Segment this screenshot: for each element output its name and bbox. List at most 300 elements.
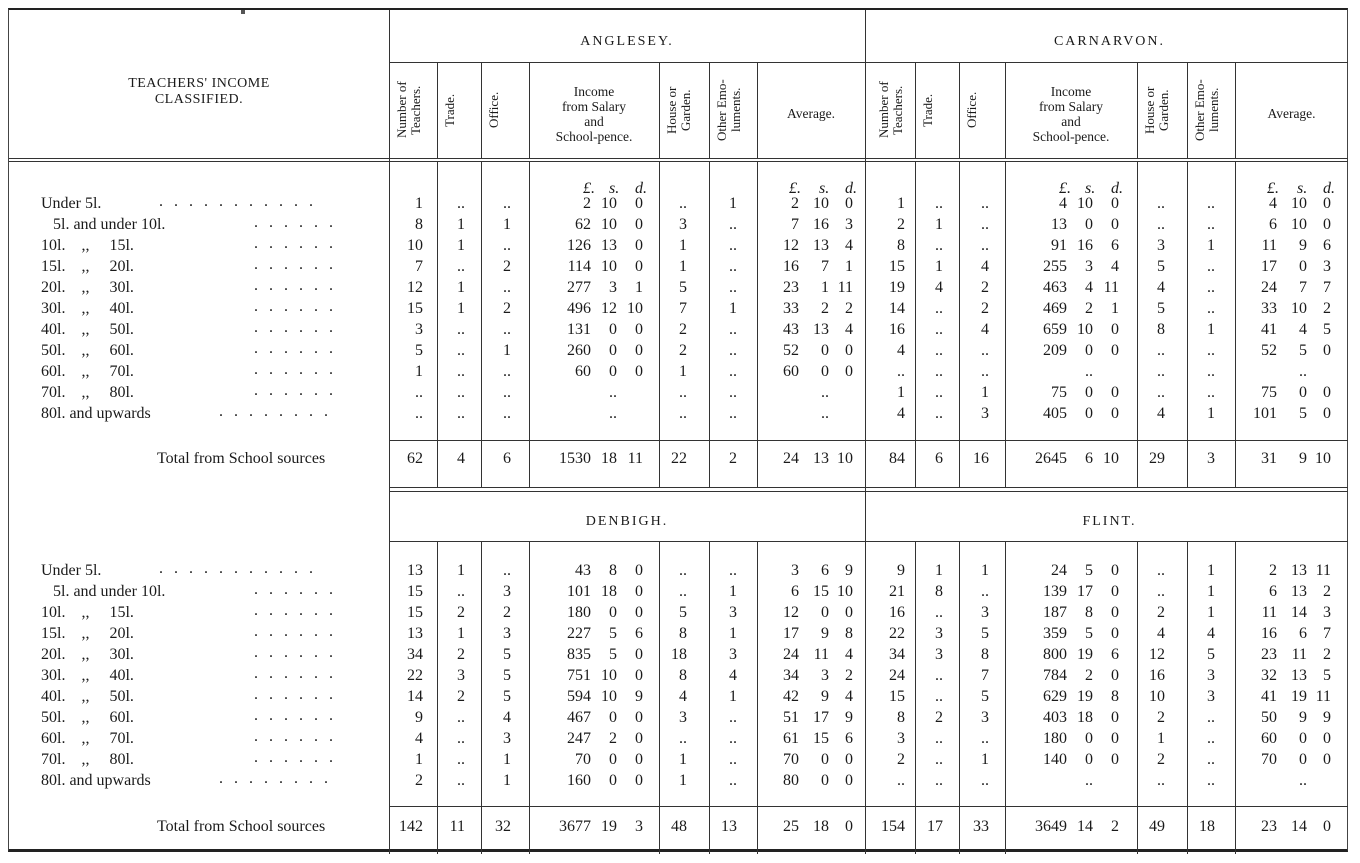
table-cell: 1 (821, 279, 829, 296)
table-cell: 0 (1111, 583, 1119, 600)
table-cell: 1 (935, 258, 943, 275)
table-cell: 13 (1291, 667, 1307, 684)
table-cell: 0 (1111, 730, 1119, 747)
table-cell: .. (1157, 195, 1165, 212)
table-cell: 5 (503, 646, 511, 663)
table-cell: 2 (583, 195, 591, 212)
total-cell: 2 (1111, 818, 1119, 835)
table-cell: 0 (1111, 562, 1119, 579)
table-cell: 16 (1077, 237, 1093, 254)
table-cell: 70 (783, 751, 799, 768)
table-cell: .. (457, 751, 465, 768)
table-cell: 0 (609, 363, 617, 380)
table-cell: 13 (1291, 583, 1307, 600)
table-cell: .. (729, 751, 737, 768)
table-cell: .. (935, 604, 943, 621)
table-cell: 3 (503, 583, 511, 600)
table-cell: 2 (845, 300, 853, 317)
table-cell: 405 (1043, 405, 1067, 422)
label-divider (389, 10, 390, 854)
table-cell: 5 (679, 279, 687, 296)
table-cell: 7 (791, 216, 799, 233)
table-cell: 19 (1291, 688, 1307, 705)
table-cell: 5 (609, 646, 617, 663)
total-cell: 49 (1149, 818, 1165, 835)
total-cell: 3649 (1035, 818, 1067, 835)
table-cell: 629 (1043, 688, 1067, 705)
rule-section-break-2 (389, 491, 1348, 492)
table-cell: 2 (1323, 300, 1331, 317)
table-cell: 0 (635, 667, 643, 684)
table-cell: 9 (1299, 237, 1307, 254)
total-cell: 11 (449, 818, 465, 835)
table-cell: 0 (635, 772, 643, 789)
table-cell: 0 (609, 604, 617, 621)
table-cell: 2 (1157, 604, 1165, 621)
table-cell: 15 (407, 583, 423, 600)
table-cell: .. (609, 384, 617, 401)
table-cell: 9 (1323, 709, 1331, 726)
table-cell: 1 (729, 195, 737, 212)
leader-dots: ...... (254, 214, 344, 231)
row-label: 50l. ,, 60l. (41, 342, 134, 359)
column-header-average: Average. (786, 106, 836, 121)
table-cell: 0 (1299, 384, 1307, 401)
table-cell: 4 (981, 321, 989, 338)
table-cell: 160 (567, 772, 591, 789)
table-header-title: TEACHERS' INCOME CLASSIFIED. (128, 76, 270, 107)
table-cell: .. (935, 195, 943, 212)
table-cell: .. (1207, 342, 1215, 359)
table-cell: 0 (1111, 751, 1119, 768)
table-cell: 3 (845, 216, 853, 233)
total-cell: 14 (1291, 818, 1307, 835)
rule-below-county-names-2 (389, 541, 1348, 542)
rule-below-headers-2 (9, 161, 1348, 162)
table-cell: 5 (1323, 321, 1331, 338)
table-cell: 3 (679, 709, 687, 726)
table-cell: 9 (821, 688, 829, 705)
table-cell: 13 (813, 237, 829, 254)
table-cell: 10 (1291, 216, 1307, 233)
table-cell: 1 (1207, 321, 1215, 338)
rule-section-break (389, 487, 1348, 488)
row-label: 80l. and upwards (41, 405, 151, 422)
table-cell: 24 (1261, 279, 1277, 296)
table-cell: 8 (679, 625, 687, 642)
leader-dots: ...... (254, 644, 344, 661)
column-header-teachers: Number of Teachers. (876, 81, 905, 139)
table-cell: .. (935, 342, 943, 359)
row-label: 20l. ,, 30l. (41, 279, 134, 296)
table-cell: .. (503, 363, 511, 380)
table-cell: 463 (1043, 279, 1067, 296)
table-cell: 4 (1157, 279, 1165, 296)
table-cell: .. (729, 562, 737, 579)
table-cell: 7 (981, 667, 989, 684)
table-cell: .. (935, 405, 943, 422)
table-cell: .. (503, 237, 511, 254)
table-cell: 5 (679, 604, 687, 621)
table-cell: 3 (1157, 237, 1165, 254)
table-cell: 13 (1291, 562, 1307, 579)
table-cell: 6 (1299, 625, 1307, 642)
table-cell: 0 (1323, 216, 1331, 233)
row-label: 40l. ,, 50l. (41, 688, 134, 705)
table-cell: .. (981, 363, 989, 380)
column-header-house: House or Garden. (664, 86, 693, 134)
table-cell: 2 (1323, 583, 1331, 600)
table-cell: 0 (635, 604, 643, 621)
total-cell: 32 (495, 818, 511, 835)
table-cell: 5 (1085, 562, 1093, 579)
table-cell: .. (457, 258, 465, 275)
row-label: 15l. ,, 20l. (41, 625, 134, 642)
table-cell: 4 (729, 667, 737, 684)
table-cell: .. (609, 405, 617, 422)
table-cell: 13 (601, 237, 617, 254)
table-cell: 5 (1323, 667, 1331, 684)
table-cell: 4 (1269, 195, 1277, 212)
table-cell: 0 (821, 604, 829, 621)
table-cell: .. (1299, 772, 1307, 789)
table-cell: 0 (635, 583, 643, 600)
column-header-other: Other Emo- luments. (714, 79, 743, 141)
table-cell: .. (1157, 363, 1165, 380)
total-cell: 142 (399, 818, 423, 835)
table-cell: 1 (457, 216, 465, 233)
table-cell: 0 (821, 751, 829, 768)
table-cell: 0 (1111, 709, 1119, 726)
table-cell: 10 (601, 216, 617, 233)
total-cell: 2 (729, 450, 737, 467)
table-cell: 1 (897, 384, 905, 401)
table-cell: 7 (1323, 625, 1331, 642)
table-cell: 0 (609, 751, 617, 768)
table-cell: 3 (729, 646, 737, 663)
table-cell: 43 (783, 321, 799, 338)
table-cell: .. (1207, 279, 1215, 296)
table-cell: 5 (1157, 258, 1165, 275)
table-cell: 1 (457, 625, 465, 642)
table-cell: .. (981, 216, 989, 233)
leader-dots: ...... (254, 361, 344, 378)
table-cell: 13 (407, 625, 423, 642)
rule-below-headers (9, 158, 1348, 159)
table-cell: 19 (889, 279, 905, 296)
table-cell: 0 (635, 321, 643, 338)
column-header-trade: Trade. (920, 93, 935, 127)
table-cell: 1 (935, 216, 943, 233)
table-cell: 15 (889, 688, 905, 705)
table-cell: .. (1157, 384, 1165, 401)
table-cell: .. (935, 237, 943, 254)
row-label: 30l. ,, 40l. (41, 300, 134, 317)
total-cell: 3677 (559, 818, 591, 835)
leader-dots: ........ (219, 770, 339, 787)
column-header-office: Office. (964, 91, 979, 129)
table-cell: 17 (783, 625, 799, 642)
table-cell: 8 (981, 646, 989, 663)
table-cell: 0 (845, 751, 853, 768)
table-cell: 5 (503, 688, 511, 705)
table-cell: 0 (1111, 384, 1119, 401)
table-cell: .. (729, 321, 737, 338)
table-cell: 9 (1299, 709, 1307, 726)
table-cell: 0 (635, 237, 643, 254)
total-cell: 84 (889, 450, 905, 467)
table-cell: 41 (1261, 688, 1277, 705)
table-cell: 7 (679, 300, 687, 317)
total-cell: 0 (1323, 818, 1331, 835)
table-cell: 3 (503, 730, 511, 747)
column-rule (959, 62, 960, 158)
county-divider (865, 10, 866, 854)
row-label: 60l. ,, 70l. (41, 363, 134, 380)
table-cell: 5 (981, 688, 989, 705)
table-cell: 1 (503, 216, 511, 233)
table-cell: 9 (635, 688, 643, 705)
table-cell: 0 (845, 772, 853, 789)
table-cell: 70 (1261, 751, 1277, 768)
table-cell: .. (1085, 363, 1093, 380)
table-cell: 0 (821, 363, 829, 380)
leader-dots: ...... (254, 298, 344, 315)
column-rule (1187, 62, 1188, 158)
table-cell: 255 (1043, 258, 1067, 275)
table-cell: .. (503, 562, 511, 579)
table-cell: .. (729, 342, 737, 359)
table-cell: .. (821, 384, 829, 401)
currency-unit-l: £. (583, 180, 595, 197)
table-cell: 3 (791, 562, 799, 579)
table-cell: .. (729, 772, 737, 789)
table-cell: 8 (1157, 321, 1165, 338)
currency-unit-s: s. (819, 180, 830, 197)
table-cell: .. (935, 688, 943, 705)
table-cell: 1 (679, 751, 687, 768)
table-cell: 9 (845, 709, 853, 726)
leader-dots: ...... (254, 707, 344, 724)
total-cell: 19 (601, 818, 617, 835)
table-cell: 1 (981, 562, 989, 579)
table-cell: 2 (821, 300, 829, 317)
table-cell: 10 (601, 195, 617, 212)
table-cell: 3 (1207, 667, 1215, 684)
column-header-other: Other Emo- luments. (1192, 79, 1221, 141)
row-label: 60l. ,, 70l. (41, 730, 134, 747)
table-cell: .. (1207, 363, 1215, 380)
row-label: Under 5l. (41, 195, 102, 212)
table-cell: 209 (1043, 342, 1067, 359)
table-cell: 19 (1077, 646, 1093, 663)
table-cell: 0 (1085, 216, 1093, 233)
table-cell: 8 (679, 667, 687, 684)
table-cell: 4 (1157, 405, 1165, 422)
table-cell: 9 (415, 709, 423, 726)
table-cell: 247 (567, 730, 591, 747)
table-cell: 2 (897, 216, 905, 233)
row-label: 10l. ,, 15l. (41, 604, 134, 621)
leader-dots: ...... (254, 665, 344, 682)
table-cell: 3 (609, 279, 617, 296)
table-cell: 10 (601, 688, 617, 705)
table-cell: 16 (1261, 625, 1277, 642)
table-cell: 5 (503, 667, 511, 684)
table-cell: 7 (1299, 279, 1307, 296)
total-cell: 18 (1199, 818, 1215, 835)
total-cell: 13 (813, 450, 829, 467)
total-label: Total from School sources (157, 450, 326, 467)
table-cell: 4 (503, 709, 511, 726)
table-cell: 0 (1085, 342, 1093, 359)
table-cell: 5 (981, 625, 989, 642)
table-cell: 467 (567, 709, 591, 726)
table-cell: 2 (457, 646, 465, 663)
leader-dots: ...... (254, 382, 344, 399)
table-cell: .. (503, 195, 511, 212)
table-cell: 1 (935, 562, 943, 579)
table-cell: 2 (1085, 667, 1093, 684)
leader-dots: ...... (254, 728, 344, 745)
table-cell: 1 (503, 751, 511, 768)
table-cell: 5 (1299, 405, 1307, 422)
table-cell: 4 (845, 646, 853, 663)
table-cell: 140 (1043, 751, 1067, 768)
table-cell: 14 (889, 300, 905, 317)
table-cell: 34 (407, 646, 423, 663)
table-cell: 2 (503, 258, 511, 275)
leader-dots: ...... (254, 256, 344, 273)
total-cell: 24 (783, 450, 799, 467)
leader-dots: ...... (254, 319, 344, 336)
currency-unit-l: £. (1267, 180, 1279, 197)
table-cell: 9 (821, 625, 829, 642)
table-cell: 0 (1085, 730, 1093, 747)
table-cell: 2 (503, 604, 511, 621)
table-cell: 60 (1261, 730, 1277, 747)
table-cell: .. (415, 384, 423, 401)
table-cell: 23 (783, 279, 799, 296)
table-cell: .. (503, 405, 511, 422)
row-label: 5l. and under 10l. (53, 216, 166, 233)
table-cell: 70 (575, 751, 591, 768)
table-cell: 2 (1323, 646, 1331, 663)
total-cell: 6 (1085, 450, 1093, 467)
table-cell: 4 (415, 730, 423, 747)
currency-unit-s: s. (1085, 180, 1096, 197)
table-cell: 6 (1269, 216, 1277, 233)
table-cell: 0 (1111, 604, 1119, 621)
county-name: ANGLESEY. (580, 34, 674, 49)
table-cell: .. (679, 195, 687, 212)
table-cell: 0 (1111, 405, 1119, 422)
total-cell: 11 (627, 450, 643, 467)
total-cell: 16 (973, 450, 989, 467)
column-header-teachers: Number of Teachers. (394, 81, 423, 139)
table-cell: 12 (783, 604, 799, 621)
total-cell: 10 (837, 450, 853, 467)
table-cell: 0 (845, 604, 853, 621)
table-cell: 9 (897, 562, 905, 579)
table-cell: .. (729, 237, 737, 254)
table-cell: 52 (1261, 342, 1277, 359)
table-cell: 784 (1043, 667, 1067, 684)
county-name: FLINT. (1082, 514, 1137, 529)
table-cell: 4 (981, 258, 989, 275)
table-cell: 0 (609, 709, 617, 726)
table-cell: 34 (783, 667, 799, 684)
table-cell: 50 (1261, 709, 1277, 726)
table-cell: 277 (567, 279, 591, 296)
table-cell: .. (1157, 342, 1165, 359)
row-label: 30l. ,, 40l. (41, 667, 134, 684)
table-cell: 13 (1051, 216, 1067, 233)
table-cell: 60 (575, 363, 591, 380)
table-cell: 0 (1323, 730, 1331, 747)
table-cell: 11 (1315, 688, 1331, 705)
table-cell: .. (1157, 583, 1165, 600)
table-cell: 3 (981, 709, 989, 726)
table-cell: 0 (1299, 730, 1307, 747)
table-cell: 260 (567, 342, 591, 359)
row-label: 20l. ,, 30l. (41, 646, 134, 663)
table-cell: .. (1299, 363, 1307, 380)
table-cell: 3 (981, 604, 989, 621)
table-cell: .. (897, 363, 905, 380)
table-cell: .. (679, 384, 687, 401)
table-cell: 6 (821, 562, 829, 579)
column-header-income: Income from Salary and School-pence. (1032, 84, 1110, 144)
column-rule (437, 62, 438, 158)
total-rule (389, 806, 1348, 807)
table-cell: 0 (845, 363, 853, 380)
table-cell: 16 (889, 321, 905, 338)
table-cell: 1 (415, 363, 423, 380)
table-cell: 12 (1149, 646, 1165, 663)
table-cell: .. (1157, 562, 1165, 579)
table-cell: 0 (1111, 667, 1119, 684)
table-cell: .. (1207, 772, 1215, 789)
table-cell: 1 (679, 363, 687, 380)
column-rule (481, 62, 482, 158)
table-cell: 4 (1207, 625, 1215, 642)
table-cell: 8 (1085, 604, 1093, 621)
table-cell: 18 (601, 583, 617, 600)
table-cell: 11 (1315, 562, 1331, 579)
table-cell: .. (457, 730, 465, 747)
table-cell: 3 (821, 667, 829, 684)
leader-dots: ...... (254, 340, 344, 357)
table-cell: 1 (1111, 300, 1119, 317)
table-cell: 0 (1323, 342, 1331, 359)
currency-unit-d: d. (1323, 180, 1335, 197)
row-label: Under 5l. (41, 562, 102, 579)
table-cell: 0 (1323, 751, 1331, 768)
table-cell: 0 (1299, 751, 1307, 768)
table-cell: .. (415, 405, 423, 422)
table-cell: .. (1085, 772, 1093, 789)
table-cell: 14 (1291, 604, 1307, 621)
table-cell: .. (729, 363, 737, 380)
table-cell: 0 (635, 562, 643, 579)
table-cell: 22 (407, 667, 423, 684)
table-cell: 3 (1207, 688, 1215, 705)
table-cell: .. (679, 562, 687, 579)
currency-unit-d: d. (1111, 180, 1123, 197)
total-cell: 10 (1315, 450, 1331, 467)
total-cell: 3 (635, 818, 643, 835)
